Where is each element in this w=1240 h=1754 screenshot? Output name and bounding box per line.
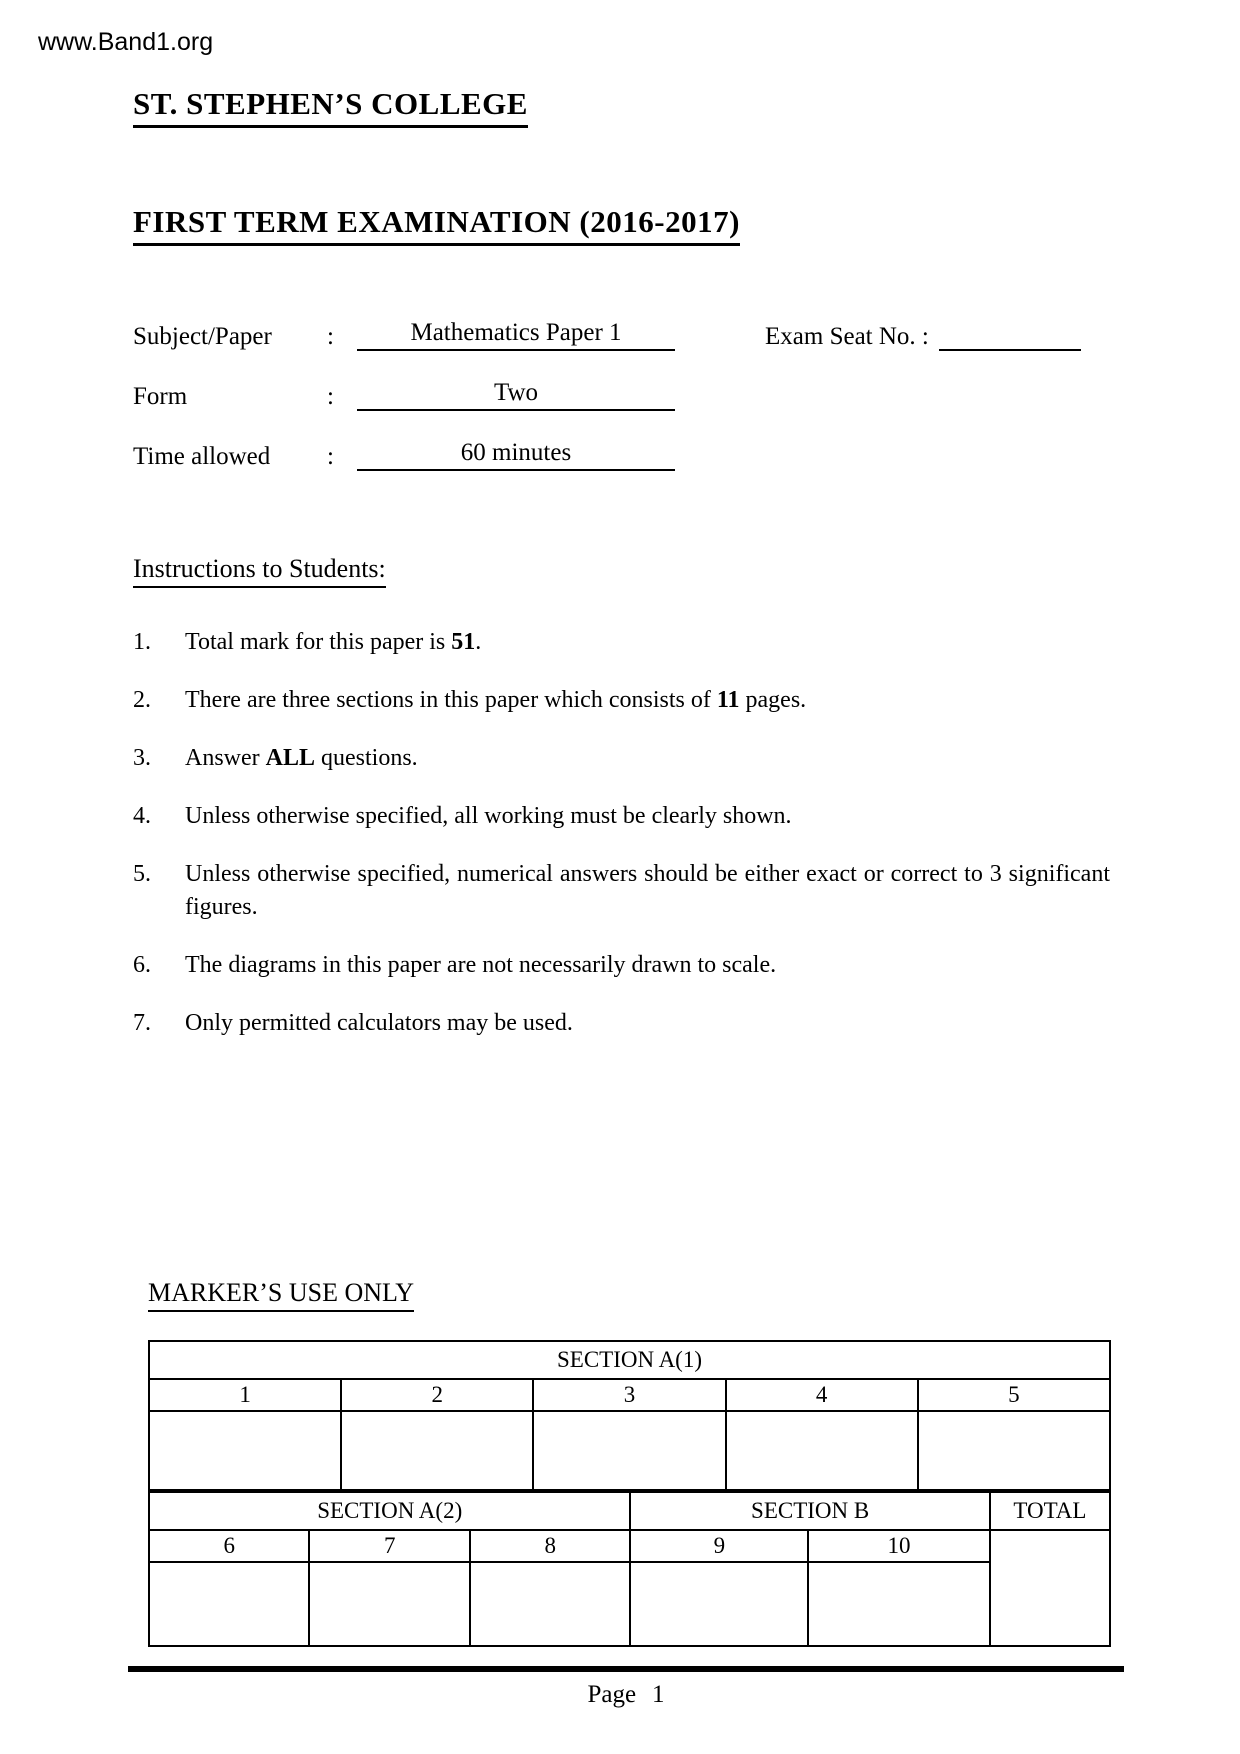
form-row-time	[133, 438, 1123, 471]
question-col-header-10: 10	[808, 1530, 990, 1562]
instruction-item-2	[133, 684, 1110, 717]
question-col-header-5: 5	[918, 1379, 1110, 1411]
school-name-text: ST. STEPHEN’S COLLEGE	[133, 86, 528, 128]
score-cell-q8	[470, 1562, 630, 1646]
markers-heading-text: MARKER’S USE ONLY	[148, 1278, 414, 1312]
instruction-item-3	[133, 742, 1110, 775]
instruction-number: 1.	[133, 629, 151, 655]
page-footer	[128, 1666, 1124, 1709]
instruction-item-4	[133, 800, 1110, 833]
instruction-number: 6.	[133, 952, 151, 978]
question-col-header-8: 8	[470, 1530, 630, 1562]
instruction-item-5	[133, 858, 1110, 924]
instruction-number: 5.	[133, 861, 151, 887]
instruction-text: Answer ALL questions.	[185, 745, 418, 771]
score-cell-q10	[808, 1562, 990, 1646]
page-number	[128, 1681, 1124, 1709]
instruction-text: Only permitted calculators may be used.	[185, 1010, 573, 1036]
score-cell-q5	[918, 1411, 1110, 1490]
school-name	[133, 86, 528, 128]
subject-value-line: Mathematics Paper 1	[357, 319, 675, 351]
instruction-number: 4.	[133, 803, 151, 829]
section-b-header: SECTION B	[630, 1492, 989, 1530]
score-cell-q2	[341, 1411, 533, 1490]
score-cell-q1	[149, 1411, 341, 1490]
instruction-text: Total mark for this paper is 51.	[185, 629, 482, 655]
question-col-header-7: 7	[309, 1530, 469, 1562]
exam-title	[133, 204, 740, 246]
subject-label: Subject/Paper	[133, 323, 272, 350]
score-cell-total	[990, 1530, 1110, 1646]
exam-seat-group	[765, 321, 1081, 351]
score-cell-q9	[630, 1562, 808, 1646]
instruction-item-6	[133, 949, 1110, 982]
time-value-line: 60 minutes	[357, 439, 675, 471]
score-cell-q4	[726, 1411, 918, 1490]
subject-colon: :	[327, 323, 334, 350]
instructions-section	[133, 554, 1110, 1065]
marker-table-section-a2-b-total	[148, 1491, 1111, 1647]
markers-use-only-section	[148, 1278, 1111, 1647]
instruction-text: There are three sections in this paper which consists of 11 pages.	[185, 687, 807, 713]
instruction-item-7	[133, 1007, 1110, 1040]
form-colon: :	[327, 383, 334, 410]
instruction-text: Unless otherwise specified, numerical answers should be either exact or correct to 3 significant figures.	[185, 861, 1110, 920]
instruction-number: 2.	[133, 687, 151, 713]
form-row-form	[133, 378, 1123, 411]
section-a2-header: SECTION A(2)	[149, 1492, 630, 1530]
exam-seat-label: Exam Seat No. :	[765, 323, 929, 350]
time-allowed-label: Time allowed	[133, 443, 271, 470]
question-col-header-1: 1	[149, 1379, 341, 1411]
score-cell-q3	[533, 1411, 725, 1490]
page-number-value: 1	[652, 1681, 665, 1708]
form-label: Form	[133, 383, 188, 410]
marker-table-section-a1	[148, 1340, 1111, 1491]
question-col-header-3: 3	[533, 1379, 725, 1411]
footer-rule	[128, 1666, 1124, 1672]
markers-heading	[148, 1278, 1111, 1312]
instructions-heading-text: Instructions to Students:	[133, 554, 386, 588]
question-col-header-9: 9	[630, 1530, 808, 1562]
page-label: Page	[587, 1681, 637, 1708]
section-a1-header: SECTION A(1)	[149, 1341, 1110, 1379]
score-cell-q7	[309, 1562, 469, 1646]
site-watermark: www.Band1.org	[38, 28, 214, 56]
exam-title-text: FIRST TERM EXAMINATION (2016-2017)	[133, 204, 740, 246]
instruction-number: 3.	[133, 745, 151, 771]
instruction-text: Unless otherwise specified, all working must be clearly shown.	[185, 803, 792, 829]
score-cell-q6	[149, 1562, 309, 1646]
total-header: TOTAL	[990, 1492, 1110, 1530]
question-col-header-2: 2	[341, 1379, 533, 1411]
instruction-item-1	[133, 626, 1110, 659]
instructions-heading	[133, 554, 1110, 588]
question-col-header-4: 4	[726, 1379, 918, 1411]
time-colon: :	[327, 443, 334, 470]
form-row-subject	[133, 318, 1123, 351]
exam-info-block	[133, 318, 1123, 498]
exam-seat-blank-line	[939, 321, 1081, 351]
instruction-number: 7.	[133, 1010, 151, 1036]
form-value-line: Two	[357, 379, 675, 411]
question-col-header-6: 6	[149, 1530, 309, 1562]
instruction-text: The diagrams in this paper are not necessarily drawn to scale.	[185, 952, 777, 978]
